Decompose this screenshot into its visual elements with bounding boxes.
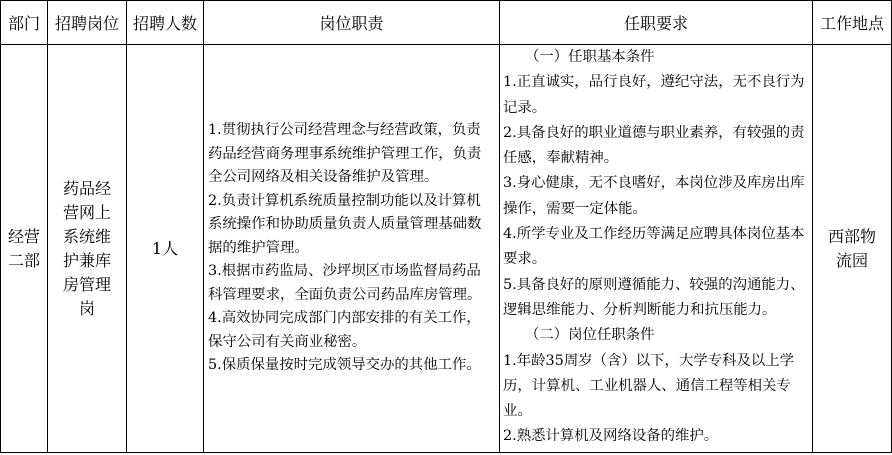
requirement-item: 2.熟悉计算机及网络设备的维护。 [503, 428, 719, 445]
header-count: 招聘人数 [127, 1, 204, 45]
header-dept: 部门 [1, 1, 48, 45]
cell-count [127, 45, 204, 453]
requirement-item: 1.年龄35周岁（含）以下，大学专科及以上学历，计算机、工业机器人、通信工程等相关专业。 [503, 352, 795, 420]
duty-item: 1.贯彻执行公司经营理念与经营政策，负责药品经营商务理事系统维护管理工作，负责全公司网络及相关设备维护及管理。 [208, 122, 482, 186]
requirement-item: 2.具备良好的职业道德与职业素养，有较强的责任感，奉献精神。 [503, 124, 805, 167]
requirement-item: 1.正直诚实，品行良好，遵纪守法，无不良行为记录。 [503, 74, 805, 116]
header-requirements: 任职要求 [500, 1, 813, 45]
duty-item: 4.高效协同完成部门内部安排的有关工作，保守公司有关商业秘密。 [208, 310, 481, 350]
requirement-section-title: （二）岗位任职条件 [525, 327, 655, 344]
requirement-item: 3.身心健康，无不良嗜好，本岗位涉及库房出库操作，需要一定体能。 [503, 175, 805, 217]
duty-item: 2.负责计算机系统质量控制功能以及计算机系统操作和协助质量负责人质量管理基础数据的维护管理。 [208, 192, 482, 256]
header-location: 工作地点 [813, 1, 892, 45]
header-duties: 岗位职责 [204, 1, 500, 45]
requirement-section-title: （一）任职基本条件 [525, 49, 655, 65]
dept-value: 经营二部 [7, 226, 40, 270]
position-value: 药品经营网上系统维护兼库房管理岗 [62, 178, 111, 318]
cell-position [48, 45, 127, 453]
duty-item: 3.根据市药监局、沙坪坝区市场监督局药品科管理要求，全面负责公司药品库房管理。 [208, 263, 482, 303]
duty-item: 5.保质保量按时完成领导交办的其他工作。 [208, 357, 481, 374]
cell-requirements [500, 45, 813, 453]
cell-dept [1, 45, 48, 453]
location-value: 西部物流园 [827, 226, 876, 270]
cell-duties [204, 45, 500, 453]
count-value: 1人 [151, 238, 179, 258]
requirement-item: 5.具备良好的原则遵循能力、较强的沟通能力、逻辑思维能力、分析判断能力和抗压能力。 [503, 276, 805, 318]
table-row [1, 45, 892, 453]
header-row [1, 1, 892, 45]
header-position: 招聘岗位 [48, 1, 127, 45]
requirement-item: 4.所学专业及工作经历等满足应聘具体岗位基本要求。 [503, 226, 805, 268]
cell-location [813, 45, 892, 453]
